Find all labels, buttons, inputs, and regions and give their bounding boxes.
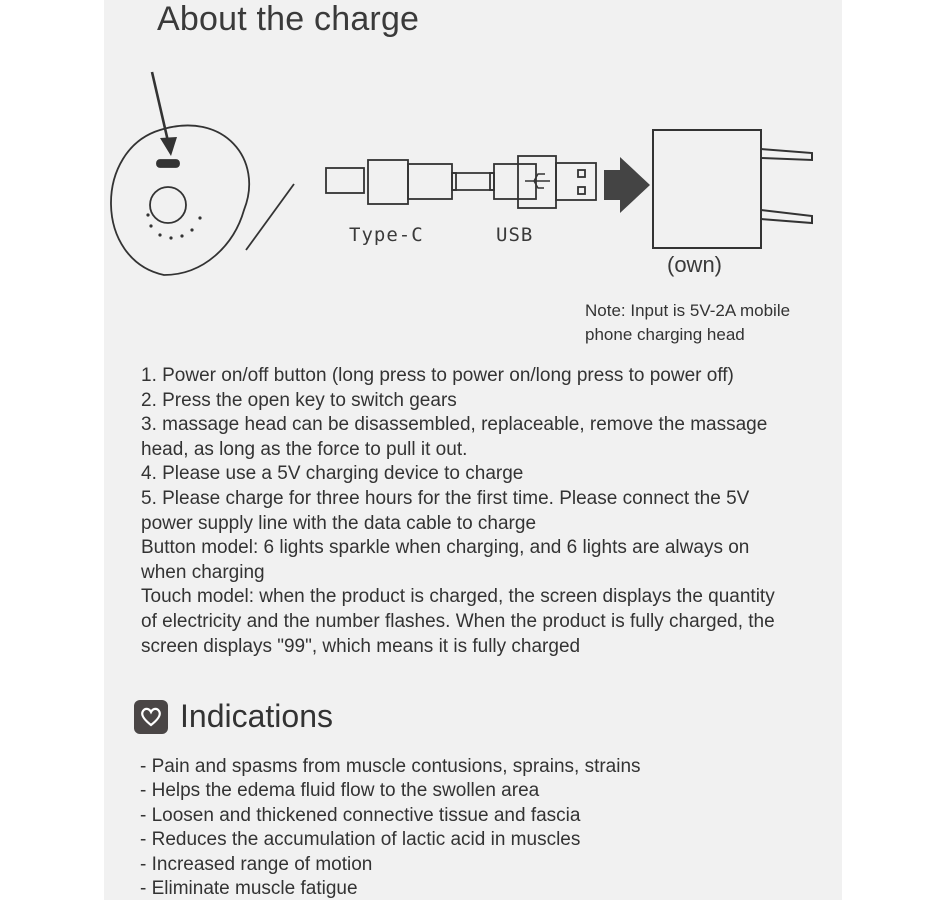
power-button-icon xyxy=(150,187,186,223)
indication-item: - Increased range of motion xyxy=(140,853,373,875)
adapter-body xyxy=(653,130,761,248)
pointer-arrow-head-icon xyxy=(160,137,177,156)
heart-icon xyxy=(134,700,168,734)
device-outline xyxy=(111,125,249,275)
instruction-line: of electricity and the number flashes. When the product is fully charged, the xyxy=(141,610,775,632)
instruction-line: when charging xyxy=(141,561,265,583)
type-c-connector xyxy=(408,164,452,199)
arrow-right-icon xyxy=(604,157,650,213)
own-label: (own) xyxy=(667,252,723,277)
cable-illustration xyxy=(326,156,596,208)
cable-joint xyxy=(452,173,456,190)
instruction-line: Button model: 6 lights sparkle when charging, and 6 lights are always on xyxy=(141,537,750,559)
indication-item: - Loosen and thickened connective tissue and fascia xyxy=(140,804,581,826)
indication-item: - Pain and spasms from muscle contusions, sprains, strains xyxy=(140,756,641,777)
usb-plug-tip xyxy=(556,163,596,200)
instruction-line: head, as long as the force to pull it out. xyxy=(141,438,468,460)
indication-item: - Helps the edema fluid flow to the swollen area xyxy=(140,780,540,802)
charging-adapter-illustration xyxy=(653,130,812,248)
charging-note: Note: Input is 5V-2A mobile phone charging head xyxy=(585,301,791,344)
type-c-plug-body xyxy=(368,160,408,204)
indication-item: - Reduces the accumulation of lactic acid in muscles xyxy=(140,829,581,851)
instruction-line: 2. Press the open key to switch gears xyxy=(141,389,457,411)
device-illustration xyxy=(111,72,294,275)
indications-heading xyxy=(134,698,333,735)
instruction-line: power supply line with the data cable to charge xyxy=(141,512,537,534)
adapter-prong-top xyxy=(761,149,812,160)
instructions-block xyxy=(141,364,841,659)
usb-symbol-icon xyxy=(525,174,550,188)
instruction-line: 4. Please use a 5V charging device to charge xyxy=(141,463,524,485)
type-c-label: Type-C xyxy=(349,224,424,246)
adapter-prong-bottom xyxy=(761,210,812,223)
section-title: About the charge xyxy=(157,0,420,38)
instruction-line: 1. Power on/off button (long press to power on/long press to power off) xyxy=(141,365,734,386)
type-c-plug-tip xyxy=(326,168,364,193)
instruction-line: 5. Please charge for three hours for the first time. Please connect the 5V xyxy=(141,487,750,509)
indication-item: - Eliminate muscle fatigue xyxy=(140,878,358,900)
instruction-line: screen displays "99", which means it is fully charged xyxy=(141,635,581,657)
charging-port-icon xyxy=(157,160,179,167)
indications-title: Indications xyxy=(180,698,333,734)
usb-label: USB xyxy=(496,224,534,246)
device-edge-line xyxy=(246,184,294,250)
instruction-line: 3. massage head can be disassembled, replaceable, remove the massage xyxy=(141,414,768,436)
indications-list xyxy=(140,755,830,901)
instruction-line: Touch model: when the product is charged, the screen displays the quantity xyxy=(141,586,775,608)
